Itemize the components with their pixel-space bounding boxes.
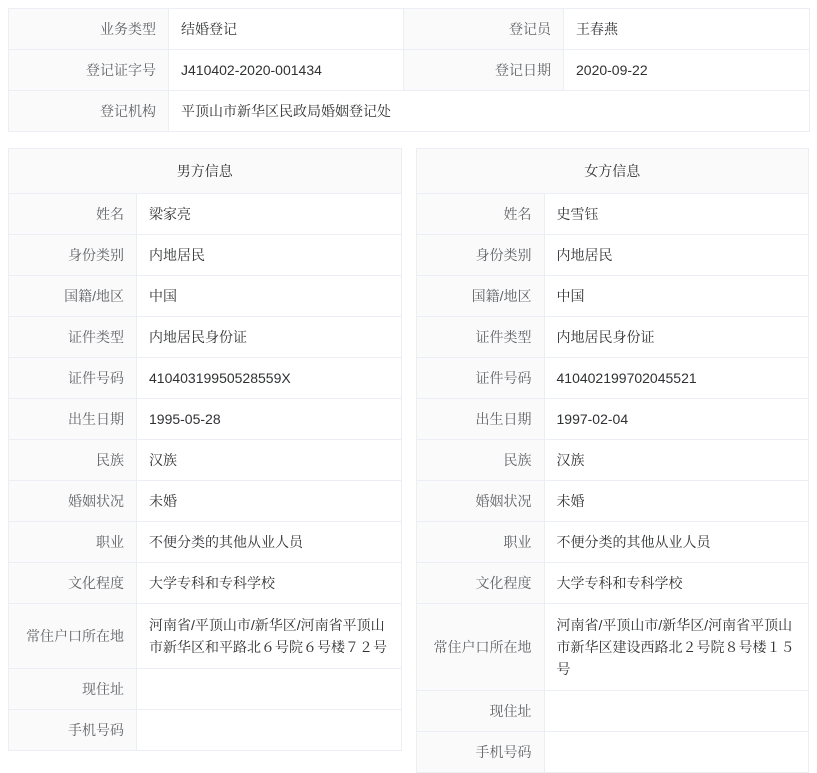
table-row <box>9 50 810 91</box>
table-row <box>9 194 402 235</box>
female-ethnicity-value: 汉族 <box>544 440 809 481</box>
male-name-label: 姓名 <box>9 194 137 235</box>
table-row <box>9 669 402 710</box>
table-row <box>9 9 810 50</box>
female-info-body <box>416 149 809 773</box>
male-id-type-value: 内地居民身份证 <box>137 317 402 358</box>
male-id-number-value: 41040319950528559X <box>137 358 402 399</box>
female-marital-status-value: 未婚 <box>544 481 809 522</box>
female-current-address-label: 现住址 <box>416 691 544 732</box>
female-education-value: 大学专科和专科学校 <box>544 563 809 604</box>
table-row <box>9 563 402 604</box>
female-mobile-label: 手机号码 <box>416 732 544 773</box>
certificate-number-label: 登记证字号 <box>9 50 169 91</box>
female-birth-date-value: 1997-02-04 <box>544 399 809 440</box>
female-nationality-value: 中国 <box>544 276 809 317</box>
female-info-table <box>416 148 810 773</box>
male-panel-title: 男方信息 <box>9 149 402 194</box>
registration-office-value: 平顶山市新华区民政局婚姻登记处 <box>169 91 810 132</box>
male-birth-date-value: 1995-05-28 <box>137 399 402 440</box>
table-row <box>416 563 809 604</box>
female-ethnicity-label: 民族 <box>416 440 544 481</box>
registrar-value: 王春燕 <box>564 9 810 50</box>
table-row <box>416 522 809 563</box>
registration-office-label: 登记机构 <box>9 91 169 132</box>
summary-table <box>8 8 810 132</box>
male-birth-date-label: 出生日期 <box>9 399 137 440</box>
table-row <box>9 276 402 317</box>
female-identity-category-value: 内地居民 <box>544 235 809 276</box>
table-row <box>416 732 809 773</box>
female-panel-title: 女方信息 <box>416 149 809 194</box>
female-panel-title-row <box>416 149 809 194</box>
male-education-label: 文化程度 <box>9 563 137 604</box>
female-household-address-label: 常住户口所在地 <box>416 604 544 691</box>
male-marital-status-value: 未婚 <box>137 481 402 522</box>
female-party-panel <box>416 148 810 773</box>
male-occupation-value: 不便分类的其他从业人员 <box>137 522 402 563</box>
female-household-address-value: 河南省/平顶山市/新华区/河南省平顶山市新华区建设西路北２号院８号楼１５号 <box>544 604 809 691</box>
table-row <box>416 691 809 732</box>
male-ethnicity-value: 汉族 <box>137 440 402 481</box>
female-occupation-label: 职业 <box>416 522 544 563</box>
male-party-panel <box>8 148 402 773</box>
table-row <box>416 604 809 691</box>
female-id-type-value: 内地居民身份证 <box>544 317 809 358</box>
table-row <box>416 317 809 358</box>
male-nationality-label: 国籍/地区 <box>9 276 137 317</box>
table-row <box>416 235 809 276</box>
male-info-table <box>8 148 402 751</box>
table-row <box>9 440 402 481</box>
female-occupation-value: 不便分类的其他从业人员 <box>544 522 809 563</box>
male-current-address-label: 现住址 <box>9 669 137 710</box>
male-ethnicity-label: 民族 <box>9 440 137 481</box>
business-type-label: 业务类型 <box>9 9 169 50</box>
table-row <box>416 194 809 235</box>
male-household-address-value: 河南省/平顶山市/新华区/河南省平顶山市新华区和平路北６号院６号楼７２号 <box>137 604 402 669</box>
table-row <box>416 276 809 317</box>
male-marital-status-label: 婚姻状况 <box>9 481 137 522</box>
male-household-address-label: 常住户口所在地 <box>9 604 137 669</box>
male-panel-title-row <box>9 149 402 194</box>
female-id-type-label: 证件类型 <box>416 317 544 358</box>
female-id-number-label: 证件号码 <box>416 358 544 399</box>
registrar-label: 登记员 <box>404 9 564 50</box>
male-identity-category-value: 内地居民 <box>137 235 402 276</box>
female-identity-category-label: 身份类别 <box>416 235 544 276</box>
registration-date-label: 登记日期 <box>404 50 564 91</box>
female-current-address-value <box>544 691 809 732</box>
table-row <box>9 481 402 522</box>
male-id-number-label: 证件号码 <box>9 358 137 399</box>
registration-date-value: 2020-09-22 <box>564 50 810 91</box>
male-current-address-value <box>137 669 402 710</box>
male-mobile-label: 手机号码 <box>9 710 137 751</box>
business-type-value: 结婚登记 <box>169 9 404 50</box>
female-nationality-label: 国籍/地区 <box>416 276 544 317</box>
female-mobile-value <box>544 732 809 773</box>
male-id-type-label: 证件类型 <box>9 317 137 358</box>
table-row <box>416 481 809 522</box>
female-birth-date-label: 出生日期 <box>416 399 544 440</box>
table-row <box>9 604 402 669</box>
party-panels <box>8 148 809 773</box>
female-name-label: 姓名 <box>416 194 544 235</box>
female-id-number-value: 410402199702045521 <box>544 358 809 399</box>
male-mobile-value <box>137 710 402 751</box>
male-info-body <box>9 149 402 751</box>
male-education-value: 大学专科和专科学校 <box>137 563 402 604</box>
table-row <box>9 522 402 563</box>
table-row <box>416 358 809 399</box>
summary-table-body <box>9 9 810 132</box>
table-row <box>9 91 810 132</box>
female-marital-status-label: 婚姻状况 <box>416 481 544 522</box>
male-nationality-value: 中国 <box>137 276 402 317</box>
male-occupation-label: 职业 <box>9 522 137 563</box>
table-row <box>416 399 809 440</box>
table-row <box>9 317 402 358</box>
male-identity-category-label: 身份类别 <box>9 235 137 276</box>
male-name-value: 梁家亮 <box>137 194 402 235</box>
female-education-label: 文化程度 <box>416 563 544 604</box>
table-row <box>9 235 402 276</box>
table-row <box>416 440 809 481</box>
certificate-number-value: J410402-2020-001434 <box>169 50 404 91</box>
table-row <box>9 710 402 751</box>
table-row <box>9 399 402 440</box>
female-name-value: 史雪钰 <box>544 194 809 235</box>
table-row <box>9 358 402 399</box>
